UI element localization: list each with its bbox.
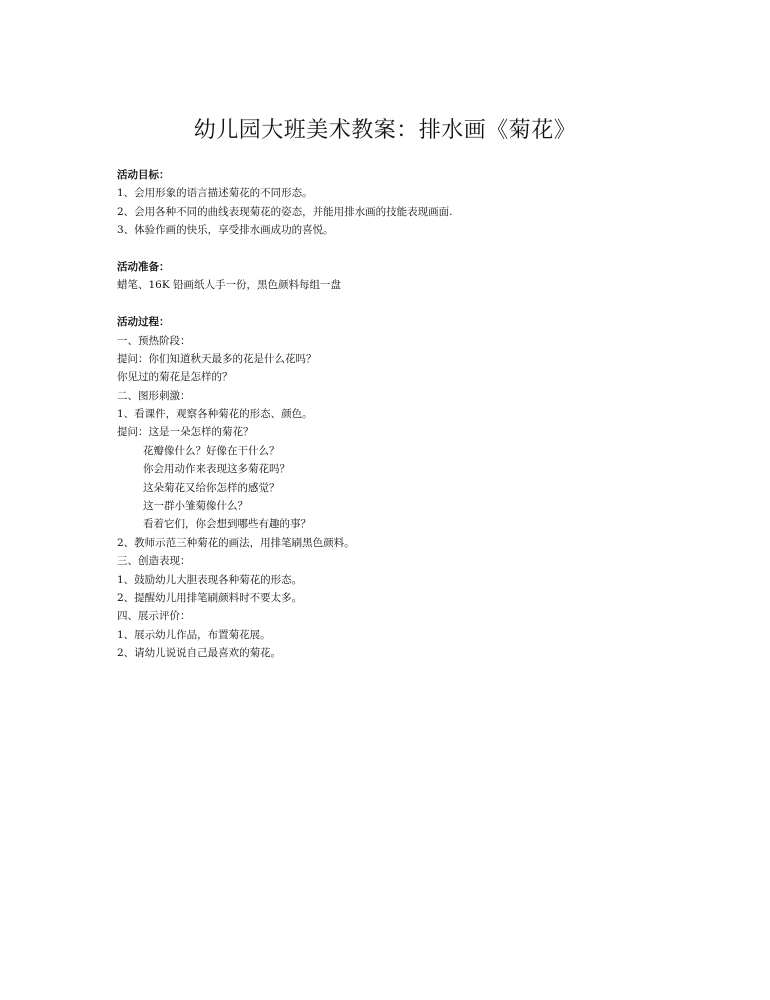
document-title: 幼儿园大班美术教案：排水画《菊花》	[193, 118, 577, 143]
section-heading: 活动目标：	[117, 169, 170, 181]
text-line: 2、会用各种不同的曲线表现菊花的姿态，并能用排水画的技能表现画面.	[117, 205, 453, 218]
section-heading: 活动准备：	[117, 260, 170, 273]
text-line: 你会用动作来表现这多菊花吗？	[143, 463, 290, 476]
text-line: 这朵菊花又给你怎样的感觉？	[143, 481, 280, 494]
blank-line	[117, 240, 677, 258]
text-line: 提问：这是一朵怎样的菊花？	[117, 426, 254, 439]
text-line: 提问：你们知道秋天最多的花是什么花吗？	[117, 352, 317, 365]
text-line: 2、请幼儿说说自己最喜欢的菊花。	[117, 647, 282, 660]
text-line: 三、创造表现：	[117, 555, 191, 568]
text-line: 一、预热阶段：	[117, 334, 191, 347]
text-line: 1、会用形象的语言描述菊花的不同形态。	[117, 187, 313, 200]
text-line: 四、展示评价：	[117, 610, 191, 623]
text-line: 3、体验作画的快乐，享受排水画成功的喜悦。	[117, 224, 334, 237]
blank-line	[117, 295, 677, 313]
text-line: 看着它们，你会想到哪些有趣的事？	[143, 518, 311, 531]
text-line: 二、图形刺激：	[117, 389, 191, 402]
text-line: 2、教师示范三种菊花的画法，用排笔刷黑色颜料。	[117, 536, 355, 549]
text-line: 你见过的菊花是怎样的？	[117, 371, 233, 384]
text-line: 蜡笔、16K 铅画纸人手一份，黑色颜料每组一盘	[117, 279, 342, 292]
section-heading: 活动过程：	[117, 316, 170, 329]
text-line: 这一群小雏菊像什么？	[143, 500, 248, 513]
text-line: 1、展示幼儿作品，布置菊花展。	[117, 628, 271, 641]
text-line: 花瓣像什么？好像在干什么？	[143, 444, 280, 457]
document-body	[117, 166, 677, 663]
text-line: 2、提醒幼儿用排笔刷颜料时不要太多。	[117, 591, 303, 604]
text-line: 1、鼓励幼儿大胆表现各种菊花的形态。	[117, 573, 303, 586]
text-line: 1、看课件，观察各种菊花的形态、颜色。	[117, 408, 313, 421]
